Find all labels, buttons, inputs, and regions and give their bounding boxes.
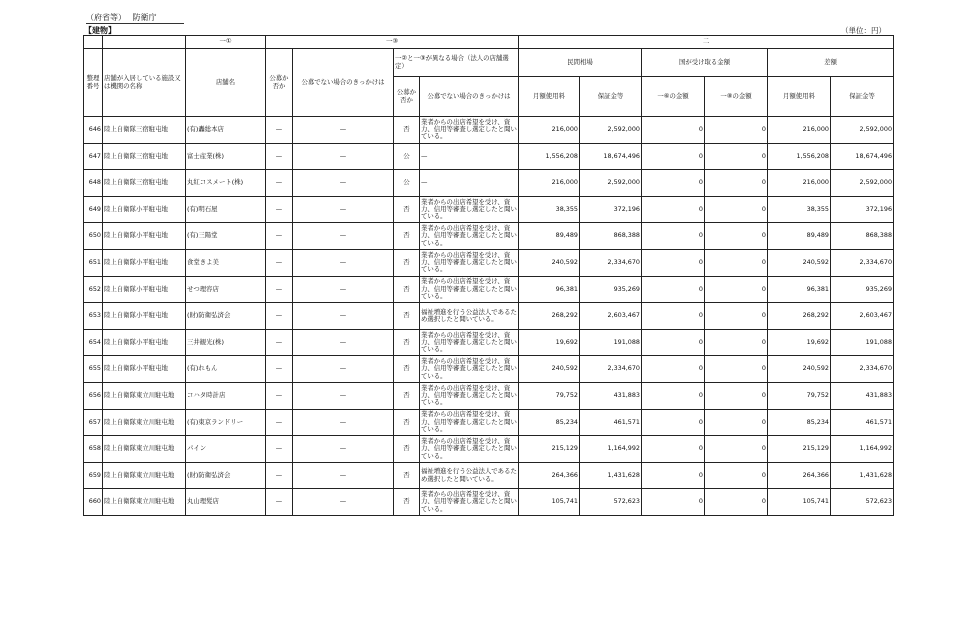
table-cell-monthly: 215,129 bbox=[519, 436, 580, 463]
table-cell-reason: — bbox=[293, 196, 394, 223]
table-cell-diff-deposit: 1,431,628 bbox=[831, 462, 894, 489]
table-cell-amount8: 0 bbox=[705, 117, 768, 144]
table-cell-reason-2: — bbox=[420, 143, 519, 170]
table-cell-amount8: 0 bbox=[705, 489, 768, 516]
table-cell-facility: 陸上自衛隊小平駐屯地 bbox=[103, 276, 186, 303]
table-cell-no: 650 bbox=[84, 223, 103, 250]
table-cell-facility: 陸上自衛隊小平駐屯地 bbox=[103, 356, 186, 383]
table-cell-no: 656 bbox=[84, 382, 103, 409]
table-cell-facility: 陸上自衛隊東立川駐屯地 bbox=[103, 409, 186, 436]
table-cell-diff-deposit: 2,603,467 bbox=[831, 303, 894, 330]
table-cell-reason-2: 業者からの出店希望を受け、資力、信用等審査し選定したと聞いている。 bbox=[420, 276, 519, 303]
table-cell-reason-2: 福祉増進を行う公益法人であるため選択したと聞いている。 bbox=[420, 303, 519, 330]
header-blank-1 bbox=[84, 36, 103, 49]
table-cell-no: 660 bbox=[84, 489, 103, 516]
table-cell-deposit: 1,431,628 bbox=[580, 462, 642, 489]
table-cell-store: 富士産業(株) bbox=[186, 143, 266, 170]
table-cell-reason: — bbox=[293, 409, 394, 436]
table-cell-facility: 陸上自衛隊三宿駐屯地 bbox=[103, 143, 186, 170]
table-cell-reason: — bbox=[293, 170, 394, 197]
table-cell-diff-deposit: 572,623 bbox=[831, 489, 894, 516]
header-no: 整理番号 bbox=[84, 49, 103, 117]
table-cell-public-recruit: — bbox=[266, 382, 293, 409]
table-cell-public-recruit: — bbox=[266, 409, 293, 436]
table-cell-amount8: 0 bbox=[705, 356, 768, 383]
table-cell-public-recruit-2: 否 bbox=[394, 249, 420, 276]
table-cell-public-recruit-2: 否 bbox=[394, 276, 420, 303]
table-row bbox=[84, 303, 894, 330]
table-cell-public-recruit-2: 否 bbox=[394, 223, 420, 250]
table-cell-deposit: 935,269 bbox=[580, 276, 642, 303]
table-cell-diff-deposit: 431,883 bbox=[831, 382, 894, 409]
table-cell-diff-deposit: 1,164,992 bbox=[831, 436, 894, 463]
table-cell-facility: 陸上自衛隊小平駐屯地 bbox=[103, 249, 186, 276]
table-cell-public-recruit-2: 否 bbox=[394, 489, 420, 516]
table-cell-reason: — bbox=[293, 382, 394, 409]
table-cell-no: 653 bbox=[84, 303, 103, 330]
table-cell-diff-deposit: 461,571 bbox=[831, 409, 894, 436]
table-cell-amount6: 0 bbox=[642, 223, 705, 250]
table-cell-reason: — bbox=[293, 143, 394, 170]
table-cell-public-recruit: — bbox=[266, 196, 293, 223]
table-row bbox=[84, 143, 894, 170]
table-cell-diff-monthly: 79,752 bbox=[768, 382, 831, 409]
table-cell-deposit: 2,592,000 bbox=[580, 170, 642, 197]
table-cell-diff-monthly: 216,000 bbox=[768, 170, 831, 197]
table-cell-amount6: 0 bbox=[642, 409, 705, 436]
table-cell-deposit: 2,334,670 bbox=[580, 249, 642, 276]
table-cell-diff-monthly: 215,129 bbox=[768, 436, 831, 463]
table-row bbox=[84, 462, 894, 489]
table-cell-reason-2: 業者からの出店希望を受け、資力、信用等審査し選定したと聞いている。 bbox=[420, 117, 519, 144]
header-monthly: 月額使用料 bbox=[519, 77, 580, 117]
table-cell-public-recruit-2: 否 bbox=[394, 356, 420, 383]
table-cell-amount6: 0 bbox=[642, 249, 705, 276]
table-cell-facility: 陸上自衛隊小平駐屯地 bbox=[103, 303, 186, 330]
table-cell-diff-deposit: 935,269 bbox=[831, 276, 894, 303]
header-difference: 差額 bbox=[768, 49, 894, 77]
table-cell-no: 646 bbox=[84, 117, 103, 144]
table-cell-diff-monthly: 216,000 bbox=[768, 117, 831, 144]
table-cell-facility: 陸上自衛隊東立川駐屯地 bbox=[103, 462, 186, 489]
header-store: 店舗名 bbox=[186, 49, 266, 117]
table-cell-amount8: 0 bbox=[705, 249, 768, 276]
table-cell-deposit: 1,164,992 bbox=[580, 436, 642, 463]
table-cell-diff-monthly: 19,692 bbox=[768, 329, 831, 356]
table-cell-no: 659 bbox=[84, 462, 103, 489]
table-cell-deposit: 191,088 bbox=[580, 329, 642, 356]
table-cell-facility: 陸上自衛隊東立川駐屯地 bbox=[103, 489, 186, 516]
header-diff-case: 一②と一③が異なる場合（法人の店舗選定） bbox=[394, 49, 519, 77]
table-cell-store: (有)れもん bbox=[186, 356, 266, 383]
table-cell-public-recruit-2: 否 bbox=[394, 329, 420, 356]
table-cell-amount8: 0 bbox=[705, 223, 768, 250]
table-cell-store: 丸山理髪店 bbox=[186, 489, 266, 516]
table-row bbox=[84, 117, 894, 144]
ministry-label: （府省等） bbox=[86, 13, 126, 22]
header-underline bbox=[86, 23, 184, 24]
table-cell-amount6: 0 bbox=[642, 382, 705, 409]
header-amount6: 一⑥の金額 bbox=[642, 77, 705, 117]
table-cell-store: 食堂きよ美 bbox=[186, 249, 266, 276]
table-cell-public-recruit: — bbox=[266, 303, 293, 330]
table-cell-public-recruit-2: 否 bbox=[394, 462, 420, 489]
table-cell-public-recruit: — bbox=[266, 117, 293, 144]
header-reason-non-public-2: 公募でない場合のきっかけは bbox=[420, 77, 519, 117]
header-blank-2 bbox=[103, 36, 186, 49]
table-cell-reason-2: — bbox=[420, 170, 519, 197]
table-cell-amount8: 0 bbox=[705, 276, 768, 303]
table-cell-store: パイン bbox=[186, 436, 266, 463]
table-cell-amount8: 0 bbox=[705, 409, 768, 436]
header-public-recruit: 公募か否か bbox=[266, 49, 293, 117]
table-cell-reason: — bbox=[293, 249, 394, 276]
table-cell-amount6: 0 bbox=[642, 462, 705, 489]
table-cell-reason: — bbox=[293, 276, 394, 303]
table-cell-public-recruit-2: 否 bbox=[394, 436, 420, 463]
table-cell-amount8: 0 bbox=[705, 170, 768, 197]
table-cell-facility: 陸上自衛隊東立川駐屯地 bbox=[103, 382, 186, 409]
table-cell-diff-deposit: 868,388 bbox=[831, 223, 894, 250]
table-cell-diff-monthly: 105,741 bbox=[768, 489, 831, 516]
table-row bbox=[84, 223, 894, 250]
table-cell-public-recruit-2: 否 bbox=[394, 196, 420, 223]
table-cell-amount8: 0 bbox=[705, 329, 768, 356]
header-reason-non-public: 公募でない場合のきっかけは bbox=[293, 49, 394, 117]
table-row bbox=[84, 249, 894, 276]
table-cell-diff-monthly: 85,234 bbox=[768, 409, 831, 436]
table-cell-public-recruit: — bbox=[266, 462, 293, 489]
table-cell-no: 657 bbox=[84, 409, 103, 436]
table-cell-public-recruit: — bbox=[266, 276, 293, 303]
table-cell-monthly: 240,592 bbox=[519, 356, 580, 383]
table-cell-monthly: 79,752 bbox=[519, 382, 580, 409]
table-row bbox=[84, 329, 894, 356]
table-cell-monthly: 216,000 bbox=[519, 170, 580, 197]
table-cell-diff-monthly: 264,366 bbox=[768, 462, 831, 489]
table-cell-monthly: 1,556,208 bbox=[519, 143, 580, 170]
table-row bbox=[84, 382, 894, 409]
table-cell-public-recruit: — bbox=[266, 170, 293, 197]
header-group2: 二 bbox=[519, 36, 894, 49]
table-cell-reason-2: 業者からの出店希望を受け、資力、信用等審査し選定したと聞いている。 bbox=[420, 249, 519, 276]
table-cell-facility: 陸上自衛隊小平駐屯地 bbox=[103, 329, 186, 356]
table-cell-deposit: 372,196 bbox=[580, 196, 642, 223]
table-cell-store: (有)轟総本店 bbox=[186, 117, 266, 144]
header-amount8: 一⑧の金額 bbox=[705, 77, 768, 117]
header-group1: 一① bbox=[186, 36, 266, 49]
table-cell-store: (財)防衛弘済会 bbox=[186, 462, 266, 489]
table-row bbox=[84, 436, 894, 463]
table-cell-diff-deposit: 2,592,000 bbox=[831, 170, 894, 197]
rent-table bbox=[83, 35, 894, 516]
table-row bbox=[84, 356, 894, 383]
table-cell-monthly: 240,592 bbox=[519, 249, 580, 276]
table-cell-amount8: 0 bbox=[705, 382, 768, 409]
table-cell-no: 658 bbox=[84, 436, 103, 463]
table-cell-deposit: 18,674,496 bbox=[580, 143, 642, 170]
table-row bbox=[84, 409, 894, 436]
header-deposit-2: 保証金等 bbox=[831, 77, 894, 117]
table-cell-store: コハタ時計店 bbox=[186, 382, 266, 409]
table-cell-reason: — bbox=[293, 329, 394, 356]
table-cell-amount6: 0 bbox=[642, 303, 705, 330]
header-market: 民間相場 bbox=[519, 49, 642, 77]
table-cell-diff-monthly: 96,381 bbox=[768, 276, 831, 303]
table-cell-reason: — bbox=[293, 436, 394, 463]
ministry-name: 防衛庁 bbox=[132, 13, 157, 22]
table-cell-store: (有)明石屋 bbox=[186, 196, 266, 223]
table-cell-store: 丸紅コスメート(株) bbox=[186, 170, 266, 197]
table-cell-store: 三井観光(株) bbox=[186, 329, 266, 356]
table-cell-public-recruit: — bbox=[266, 356, 293, 383]
table-cell-deposit: 572,623 bbox=[580, 489, 642, 516]
table-cell-no: 652 bbox=[84, 276, 103, 303]
header-group3: 一③ bbox=[266, 36, 519, 49]
table-cell-facility: 陸上自衛隊東立川駐屯地 bbox=[103, 436, 186, 463]
table-cell-reason: — bbox=[293, 117, 394, 144]
table-cell-store: (有)東京ランドリー bbox=[186, 409, 266, 436]
table-cell-store: せつ理容店 bbox=[186, 276, 266, 303]
table-cell-public-recruit-2: 公 bbox=[394, 170, 420, 197]
table-row bbox=[84, 489, 894, 516]
table-cell-diff-monthly: 240,592 bbox=[768, 249, 831, 276]
table-cell-amount8: 0 bbox=[705, 462, 768, 489]
table-cell-reason: — bbox=[293, 489, 394, 516]
table-cell-diff-monthly: 1,556,208 bbox=[768, 143, 831, 170]
table-cell-public-recruit: — bbox=[266, 436, 293, 463]
table-cell-store: (財)防衛弘済会 bbox=[186, 303, 266, 330]
table-cell-reason-2: 業者からの出店希望を受け、資力、信用等審査し選定したと聞いている。 bbox=[420, 382, 519, 409]
table-cell-amount8: 0 bbox=[705, 436, 768, 463]
table-cell-reason-2: 業者からの出店希望を受け、資力、信用等審査し選定したと聞いている。 bbox=[420, 436, 519, 463]
table-cell-amount6: 0 bbox=[642, 356, 705, 383]
table-cell-amount6: 0 bbox=[642, 489, 705, 516]
table-cell-diff-monthly: 89,489 bbox=[768, 223, 831, 250]
table-cell-amount8: 0 bbox=[705, 303, 768, 330]
table-cell-no: 649 bbox=[84, 196, 103, 223]
header-facility: 店舗が入居している施設又は機関の名称 bbox=[103, 49, 186, 117]
table-cell-facility: 陸上自衛隊小平駐屯地 bbox=[103, 223, 186, 250]
table-cell-diff-monthly: 268,292 bbox=[768, 303, 831, 330]
table-cell-public-recruit-2: 否 bbox=[394, 303, 420, 330]
table-cell-amount6: 0 bbox=[642, 117, 705, 144]
table-cell-reason-2: 業者からの出店希望を受け、資力、信用等審査し選定したと聞いている。 bbox=[420, 356, 519, 383]
table-cell-public-recruit-2: 公 bbox=[394, 143, 420, 170]
table-cell-monthly: 38,355 bbox=[519, 196, 580, 223]
table-row bbox=[84, 196, 894, 223]
table-cell-monthly: 264,366 bbox=[519, 462, 580, 489]
header-deposit: 保証金等 bbox=[580, 77, 642, 117]
table-cell-reason-2: 業者からの出店希望を受け、資力、信用等審査し選定したと聞いている。 bbox=[420, 196, 519, 223]
table-cell-monthly: 96,381 bbox=[519, 276, 580, 303]
table-row bbox=[84, 276, 894, 303]
table-cell-no: 654 bbox=[84, 329, 103, 356]
table-cell-public-recruit-2: 否 bbox=[394, 382, 420, 409]
table-cell-reason-2: 業者からの出店希望を受け、資力、信用等審査し選定したと聞いている。 bbox=[420, 409, 519, 436]
ministry-header bbox=[86, 12, 157, 23]
table-cell-reason-2: 福祉増進を行う公益法人であるため選択したと聞いている。 bbox=[420, 462, 519, 489]
table-cell-amount6: 0 bbox=[642, 276, 705, 303]
table-cell-deposit: 868,388 bbox=[580, 223, 642, 250]
table-cell-reason: — bbox=[293, 462, 394, 489]
table-cell-deposit: 2,603,467 bbox=[580, 303, 642, 330]
table-cell-facility: 陸上自衛隊三宿駐屯地 bbox=[103, 117, 186, 144]
header-receivable: 国が受け取る金額 bbox=[642, 49, 768, 77]
table-cell-deposit: 2,334,670 bbox=[580, 356, 642, 383]
table-cell-reason-2: 業者からの出店希望を受け、資力、信用等審査し選定したと聞いている。 bbox=[420, 489, 519, 516]
table-cell-no: 651 bbox=[84, 249, 103, 276]
table-cell-monthly: 216,000 bbox=[519, 117, 580, 144]
table-cell-reason-2: 業者からの出店希望を受け、資力、信用等審査し選定したと聞いている。 bbox=[420, 223, 519, 250]
table-cell-amount6: 0 bbox=[642, 196, 705, 223]
table-cell-diff-monthly: 38,355 bbox=[768, 196, 831, 223]
table-cell-reason-2: 業者からの出店希望を受け、資力、信用等審査し選定したと聞いている。 bbox=[420, 329, 519, 356]
table-cell-monthly: 89,489 bbox=[519, 223, 580, 250]
table-cell-deposit: 2,592,000 bbox=[580, 117, 642, 144]
table-cell-no: 648 bbox=[84, 170, 103, 197]
table-cell-reason: — bbox=[293, 223, 394, 250]
table-cell-diff-monthly: 240,592 bbox=[768, 356, 831, 383]
table-cell-public-recruit-2: 否 bbox=[394, 409, 420, 436]
unit-label: （単位：円） bbox=[841, 26, 886, 35]
table-cell-public-recruit: — bbox=[266, 329, 293, 356]
table-cell-reason: — bbox=[293, 356, 394, 383]
table-cell-monthly: 19,692 bbox=[519, 329, 580, 356]
table-cell-amount6: 0 bbox=[642, 436, 705, 463]
table-cell-amount8: 0 bbox=[705, 143, 768, 170]
table-cell-monthly: 105,741 bbox=[519, 489, 580, 516]
table-cell-public-recruit: — bbox=[266, 489, 293, 516]
table-cell-amount8: 0 bbox=[705, 196, 768, 223]
table-cell-diff-deposit: 2,334,670 bbox=[831, 249, 894, 276]
table-cell-monthly: 268,292 bbox=[519, 303, 580, 330]
header-monthly-2: 月額使用料 bbox=[768, 77, 831, 117]
table-cell-facility: 陸上自衛隊小平駐屯地 bbox=[103, 196, 186, 223]
table-cell-public-recruit: — bbox=[266, 223, 293, 250]
table-cell-monthly: 85,234 bbox=[519, 409, 580, 436]
table-cell-amount6: 0 bbox=[642, 143, 705, 170]
table-cell-deposit: 431,883 bbox=[580, 382, 642, 409]
table-cell-deposit: 461,571 bbox=[580, 409, 642, 436]
table-cell-diff-deposit: 372,196 bbox=[831, 196, 894, 223]
header-public-recruit-2: 公募か否か bbox=[394, 77, 420, 117]
table-cell-facility: 陸上自衛隊三宿駐屯地 bbox=[103, 170, 186, 197]
table-cell-diff-deposit: 191,088 bbox=[831, 329, 894, 356]
table-cell-diff-deposit: 2,592,000 bbox=[831, 117, 894, 144]
table-cell-store: (有)三陽堂 bbox=[186, 223, 266, 250]
table-cell-diff-deposit: 18,674,496 bbox=[831, 143, 894, 170]
table-cell-reason: — bbox=[293, 303, 394, 330]
table-cell-public-recruit: — bbox=[266, 249, 293, 276]
table-row bbox=[84, 170, 894, 197]
table-cell-no: 655 bbox=[84, 356, 103, 383]
table-cell-public-recruit: — bbox=[266, 143, 293, 170]
table-cell-amount6: 0 bbox=[642, 329, 705, 356]
section-title: 【建物】 bbox=[84, 26, 116, 35]
table-cell-no: 647 bbox=[84, 143, 103, 170]
table-cell-amount6: 0 bbox=[642, 170, 705, 197]
table-cell-diff-deposit: 2,334,670 bbox=[831, 356, 894, 383]
table-cell-public-recruit-2: 否 bbox=[394, 117, 420, 144]
